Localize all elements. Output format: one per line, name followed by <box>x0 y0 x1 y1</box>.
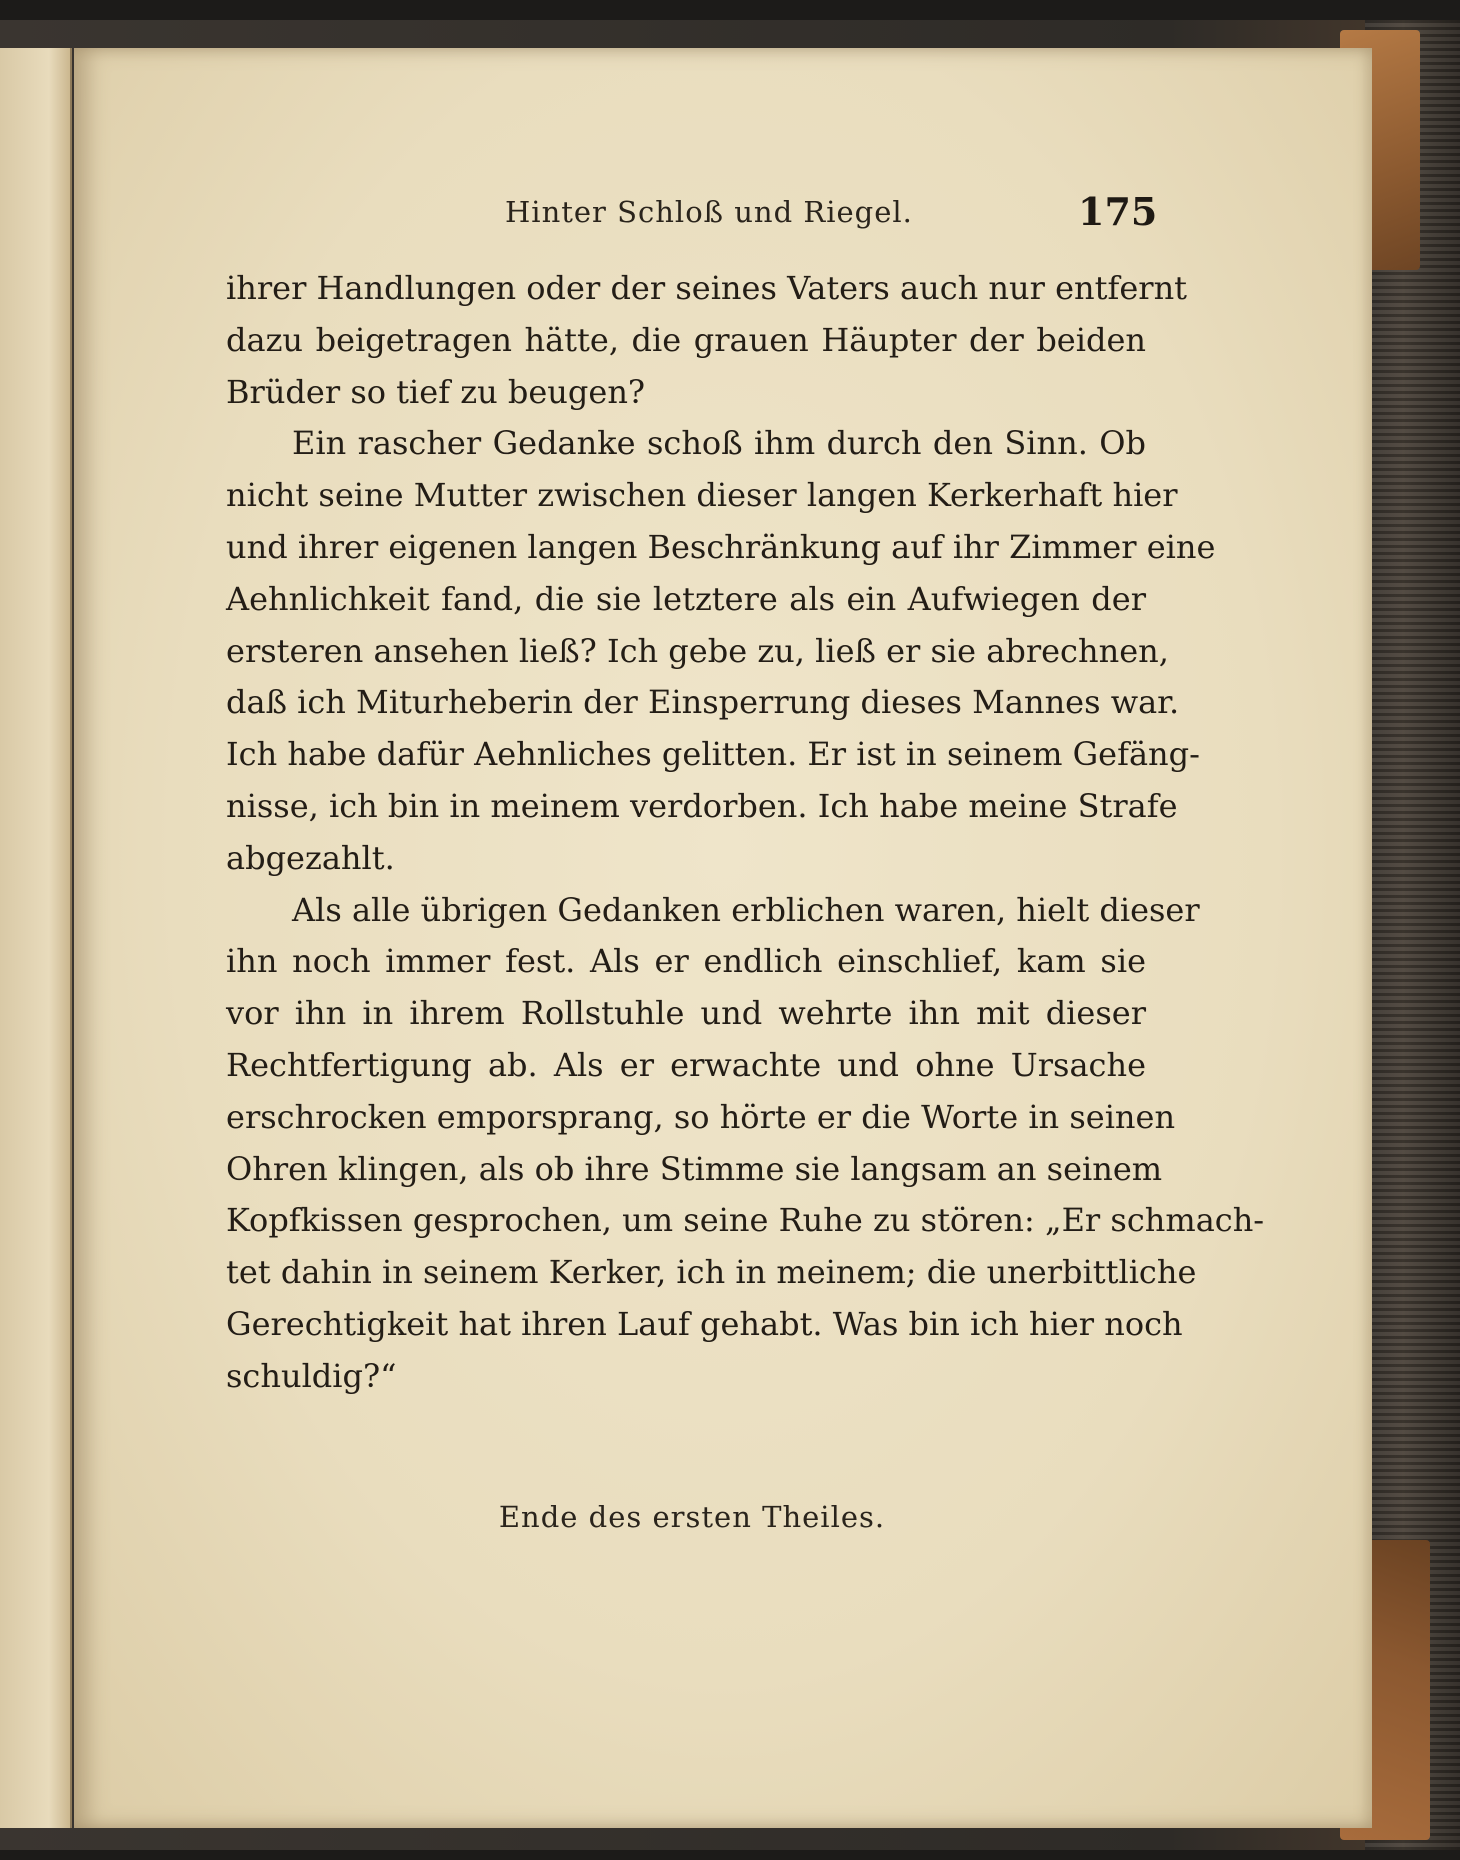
text-line: Rechtfertigung ab. Als er erwachte und ohne Ursache <box>226 1045 1146 1084</box>
text-line: ersteren ansehen ließ? Ich gebe zu, ließ er sie abrechnen, <box>226 631 1169 670</box>
body-text <box>226 263 1265 1403</box>
text-line: Als alle übrigen Gedanken erblichen waren, hielt dieser <box>292 890 1200 929</box>
running-title: Hinter Schloß und Riegel. <box>505 195 913 229</box>
text-line: daß ich Miturheberin der Einsperrung dieses Mannes war. <box>226 683 1180 722</box>
end-note-text: Ende des ersten Theiles. <box>498 1500 886 1534</box>
text-line: Ein rascher Gedanke schoß ihm durch den Sinn. Ob <box>292 424 1146 463</box>
text-line: Kopfkissen gesprochen, um seine Ruhe zu stören: „Er schmach- <box>226 1201 1265 1240</box>
running-head <box>0 189 1460 235</box>
left-page-edge <box>0 48 72 1828</box>
paragraph <box>226 263 1188 418</box>
text-line: Aehnlichkeit fand, die sie letztere als ein Aufwiegen der <box>226 579 1146 618</box>
paragraph <box>226 418 1216 884</box>
text-line: Brüder so tief zu beugen? <box>226 372 646 411</box>
text-line: schuldig?“ <box>226 1356 397 1395</box>
text-line: Ich habe dafür Aehnliches gelitten. Er ist in seinem Gefäng- <box>226 735 1200 774</box>
text-line: nicht seine Mutter zwischen dieser langen Kerkerhaft hier <box>226 476 1178 515</box>
text-line: tet dahin in seinem Kerker, ich in meinem; die unerbittliche <box>226 1253 1197 1292</box>
text-line: und ihrer eigenen langen Beschränkung auf ihr Zimmer eine <box>226 527 1216 566</box>
text-line: abgezahlt. <box>226 838 395 877</box>
page-number: 175 <box>1078 189 1158 234</box>
end-note <box>0 1500 1460 1534</box>
text-line: nisse, ich bin in meinem verdorben. Ich habe meine Strafe <box>226 786 1178 825</box>
text-line: dazu beigetragen hätte, die grauen Häupter der beiden <box>226 320 1146 359</box>
text-line: vor ihn in ihrem Rollstuhle und wehrte ihn mit dieser <box>226 994 1146 1033</box>
text-line: ihn noch immer fest. Als er endlich einschlief, kam sie <box>226 942 1146 981</box>
text-line: ihrer Handlungen oder der seines Vaters auch nur entfernt <box>226 269 1188 307</box>
text-line: Ohren klingen, als ob ihre Stimme sie langsam an seinem <box>226 1149 1163 1188</box>
text-line: Gerechtigkeit hat ihren Lauf gehabt. Was bin ich hier noch <box>226 1304 1183 1343</box>
paragraph <box>226 885 1265 1403</box>
text-line: erschrocken emporsprang, so hörte er die Worte in seinen <box>226 1097 1176 1136</box>
